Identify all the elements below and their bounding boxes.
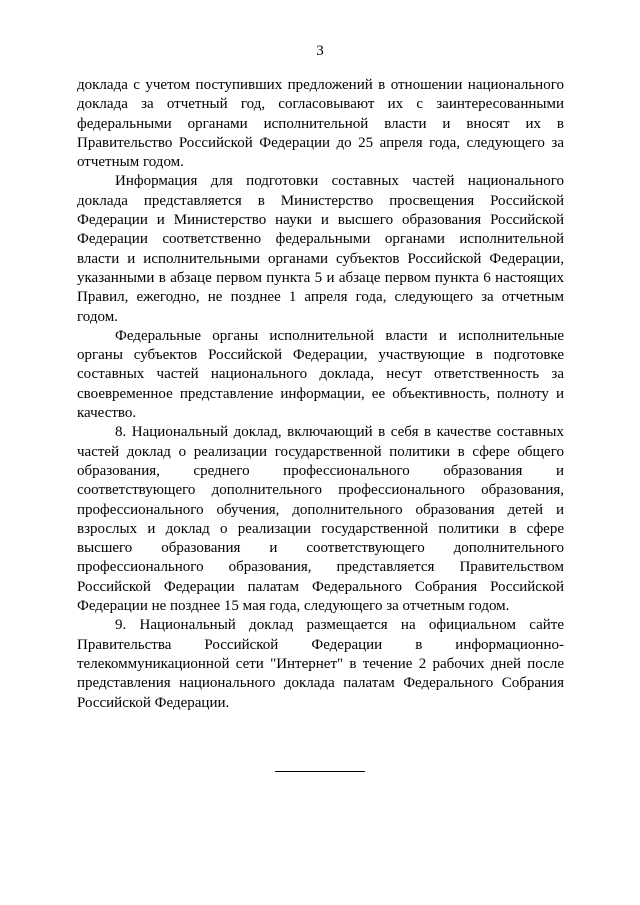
- paragraph-item-9: 9. Национальный доклад размещается на официальном сайте Правительства Российской Федерации в информационно-телекоммуникационной сети "Интернет" в течение 2 рабочих дней после представления национального доклада палатам Федерального Собрания Российской Федерации.: [77, 617, 564, 711]
- paragraph-responsibility: Федеральные органы исполнительной власти и исполнительные органы субъектов Российской Федерации, участвующие в подготовке составных частей национального доклада, несут ответственность за своевременное представление информации, ее объективность, полноту и качество.: [77, 327, 564, 422]
- document-body: [77, 76, 564, 713]
- paragraph-item-8: 8. Национальный доклад, включающий в себя в качестве составных частей доклад о реализации государственной политики в сфере общего образования, среднего профессионального образования и соответствующего дополнительного профессионального образования, профессионального обучения, дополнительного образования детей и взрослых и доклад о реализации государственной политики в сфере высшего образования и соответствующего дополнительного профессионального образования, представляется Правительством Российской Федерации палатам Федерального Собрания Российской Федерации не позднее 15 мая года, следующего за отчетным годом.: [77, 424, 564, 615]
- paragraph-reporting-deadline: доклада с учетом поступивших предложений в отношении национального доклада за отчетный год, согласовывают их с заинтересованными федеральными органами исполнительной власти и вносят их в Правительство Российской Федерации до 25 апреля года, следующего за отчетным годом.: [77, 77, 564, 171]
- page-number: 3: [316, 43, 324, 59]
- end-separator-line: [275, 771, 365, 772]
- paragraph-information-submission: Информация для подготовки составных частей национального доклада представляется в Министерство просвещения Российской Федерации и Министерство науки и высшего образования Российской Федерации соответственно федеральными органами исполнительной власти и исполнительными органами субъектов Российской Федерации, указанными в абзаце первом пункта 5 и абзаце первом пункта 6 настоящих Правил, ежегодно, не позднее 1 апреля года, следующего за отчетным годом.: [77, 173, 564, 325]
